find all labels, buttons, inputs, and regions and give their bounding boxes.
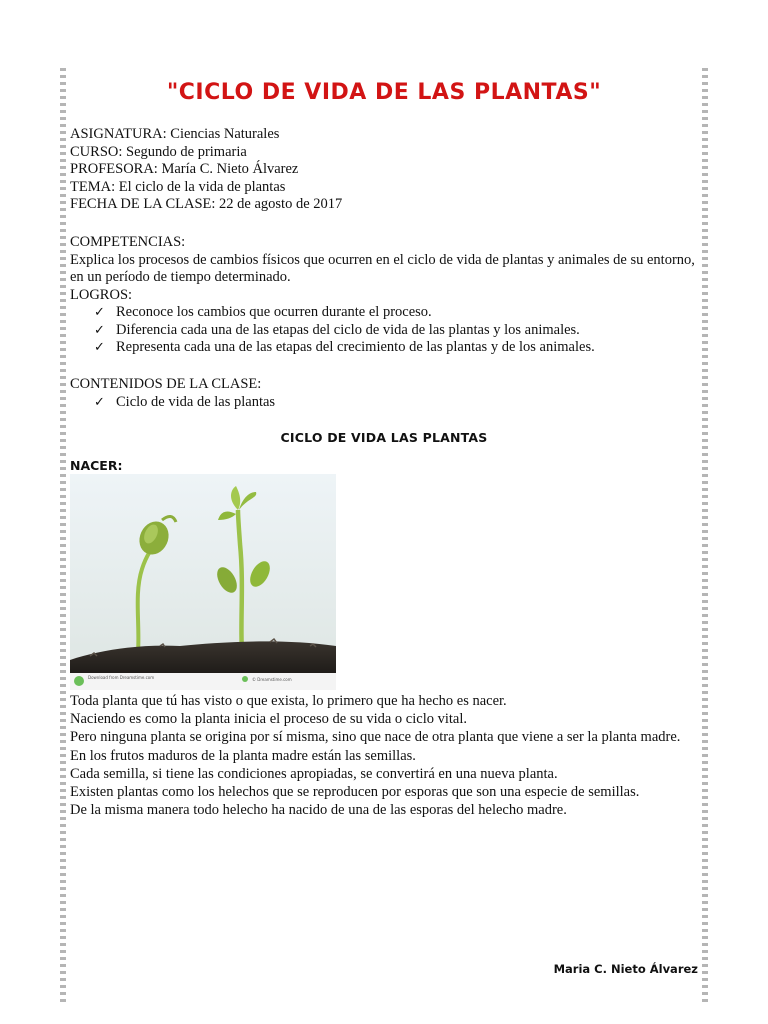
check-mark-icon: ✓ [94, 340, 105, 355]
check-mark-icon: ✓ [94, 394, 105, 410]
list-item [70, 339, 710, 357]
competencias-text: Explica los procesos de cambios físicos que ocurren en el ciclo de vida de plantas y animales de su entorno, en un período de tiempo determinado. [70, 251, 695, 285]
contenido-text: Ciclo de vida de las plantas [116, 393, 276, 410]
info-grade: CURSO: Segundo de primaria [70, 143, 247, 160]
list-item [70, 304, 710, 322]
page-border-right [702, 68, 708, 1002]
watermark-logo-icon [242, 676, 248, 682]
nacer-body-text [70, 692, 710, 819]
class-info [70, 126, 342, 214]
body-line: Toda planta que tú has visto o que exista, lo primero que ha hecho es nacer. [70, 693, 507, 709]
body-line: Existen plantas como los helechos que se reproducen por esporas que son una especie de semillas. [70, 784, 640, 801]
watermark-logo-icon [74, 676, 84, 686]
list-item [70, 394, 710, 412]
info-date: FECHA DE LA CLASE: 22 de agosto de 2017 [70, 196, 343, 212]
body-line: Cada semilla, si tiene las condiciones apropiadas, se convertirá en una nueva planta. [70, 765, 558, 782]
body-line: De la misma manera todo helecho ha nacido de una de las esporas del helecho madre. [70, 802, 567, 819]
page-border-left [60, 68, 66, 1002]
contenidos-heading: CONTENIDOS DE LA CLASE: [70, 376, 262, 392]
logro-text: Reconoce los cambios que ocurren durante el proceso. [116, 304, 432, 320]
info-topic: TEMA: El ciclo de la vida de plantas [70, 178, 286, 195]
watermark-left: Download from Dreamstime.com [88, 675, 155, 680]
document-title: "CICLO DE VIDA DE LAS PLANTAS" [166, 80, 602, 105]
info-teacher: PROFESORA: María C. Nieto Álvarez [70, 161, 299, 177]
footer-author: Maria C. Nieto Álvarez [553, 962, 698, 976]
nacer-heading: NACER: [70, 458, 123, 473]
seedling-photo [70, 474, 336, 690]
body-line: En los frutos maduros de la planta madre están las semillas. [70, 747, 416, 764]
competencias-heading: COMPETENCIAS: [70, 234, 186, 250]
list-item [70, 322, 710, 340]
body-line: Pero ninguna planta se origina por sí misma, sino que nace de otra planta que viene a ser la planta madre. [70, 729, 681, 746]
contenidos-section [70, 376, 710, 411]
contenidos-list [70, 394, 710, 412]
watermark-right: © Dreamstime.com [252, 677, 292, 682]
logros-list [70, 304, 710, 357]
info-subject: ASIGNATURA: Ciencias Naturales [70, 126, 280, 142]
logros-heading: LOGROS: [70, 286, 133, 303]
check-mark-icon: ✓ [94, 322, 105, 338]
logro-text: Representa cada una de las etapas del crecimiento de las plantas y de los animales. [116, 339, 595, 355]
competencias-section [70, 234, 710, 357]
body-line: Naciendo es como la planta inicia el proceso de su vida o ciclo vital. [70, 711, 468, 728]
section-subtitle: CICLO DE VIDA LAS PLANTAS [280, 430, 488, 445]
check-mark-icon: ✓ [94, 305, 105, 320]
logro-text: Diferencia cada una de las etapas del ciclo de vida de las plantas y los animales. [116, 321, 580, 338]
